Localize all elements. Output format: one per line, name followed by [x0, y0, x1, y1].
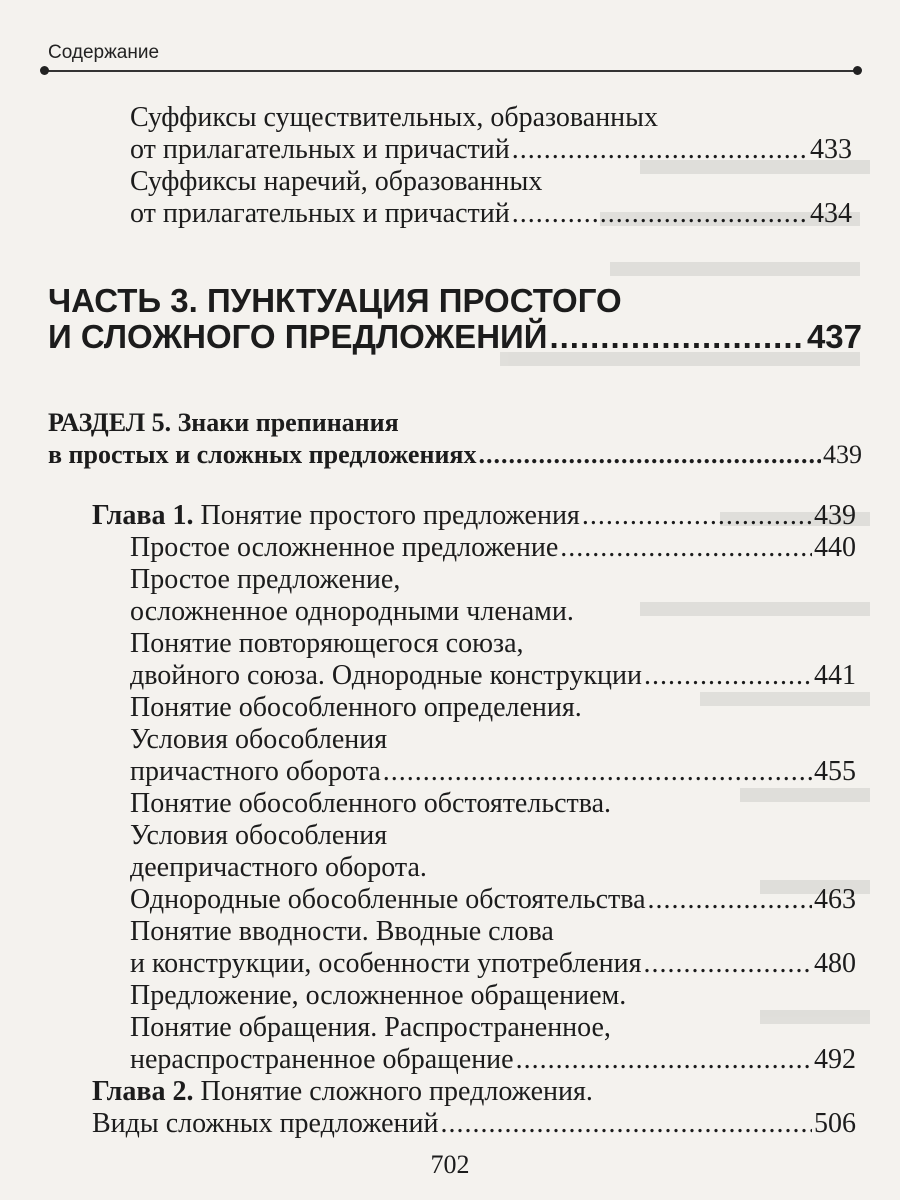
- toc-page-number: 480: [814, 948, 856, 979]
- leader-dots: [648, 884, 812, 916]
- toc-entry[interactable]: [130, 134, 852, 166]
- leader-dots: [516, 1044, 812, 1076]
- toc-entry[interactable]: [130, 532, 856, 564]
- leader-dots: [582, 500, 812, 532]
- toc-entry-text: Условия обособления: [130, 724, 388, 755]
- toc-entry-text: Понятие обособленного определения.: [130, 692, 582, 723]
- chapter-title: Понятие сложного предложения.: [200, 1076, 593, 1107]
- section-heading: РАЗДЕЛ 5. Знаки препинания: [48, 408, 399, 437]
- toc-entry[interactable]: [130, 756, 856, 788]
- toc-entry-text: Виды сложных предложений: [92, 1108, 439, 1139]
- section-heading-text: в простых и сложных предложениях: [48, 440, 477, 469]
- leader-dots: [644, 948, 812, 980]
- toc-page-number: 492: [814, 1044, 856, 1075]
- toc-page-number: 439: [814, 500, 856, 531]
- toc-entry[interactable]: [130, 1044, 856, 1076]
- toc-entry-text: от прилагательных и причастий: [130, 134, 510, 165]
- toc-entry-text: Понятие повторяющегося союза,: [130, 628, 524, 659]
- toc-entry[interactable]: [130, 948, 856, 980]
- leader-dots: [383, 756, 812, 788]
- toc-entry-text: Суффиксы наречий, образованных: [130, 166, 543, 197]
- toc-entry[interactable]: [130, 884, 856, 916]
- toc-entry-text: Понятие вводности. Вводные слова: [130, 916, 554, 947]
- rule-dot-left: [40, 66, 49, 75]
- leader-dots: [441, 1108, 813, 1140]
- part-heading-text: И СЛОЖНОГО ПРЕДЛОЖЕНИЙ: [48, 318, 548, 355]
- leader-dots: [644, 660, 812, 692]
- toc-entry-text: Условия обособления: [130, 820, 388, 851]
- toc-entry-text: Однородные обособленные обстоятельства: [130, 884, 646, 915]
- toc-page-number: 439: [823, 440, 862, 469]
- toc-entry-chapter[interactable]: [92, 1076, 593, 1108]
- toc-entry-text: и конструкции, особенности употребления: [130, 948, 642, 979]
- toc-page-number: 434: [810, 198, 852, 229]
- chapter-label: Глава 2.: [92, 1076, 194, 1107]
- toc-entry-text: от прилагательных и причастий: [130, 198, 510, 229]
- toc-entry-text: Суффиксы существительных, образованных: [130, 102, 658, 133]
- chapter-title: Понятие простого предложения: [200, 500, 580, 531]
- toc-entry-part[interactable]: [48, 318, 862, 356]
- leader-dots: [560, 532, 812, 564]
- toc-entry-chapter[interactable]: [92, 500, 856, 532]
- toc-page-number: 463: [814, 884, 856, 915]
- toc-entry[interactable]: [130, 198, 852, 230]
- toc-entry-text: деепричастного оборота.: [130, 852, 427, 883]
- toc-page-number: 433: [810, 134, 852, 165]
- rule-dot-right: [853, 66, 862, 75]
- running-header: Содержание: [48, 42, 160, 63]
- leader-dots: [479, 440, 822, 470]
- part-heading: ЧАСТЬ 3. ПУНКТУАЦИЯ ПРОСТОГО: [48, 282, 622, 319]
- toc-entry-text: двойного союза. Однородные конструкции: [130, 660, 642, 691]
- toc-entry-text: нераспространенное обращение: [130, 1044, 514, 1075]
- toc-page-number: 437: [806, 318, 862, 355]
- toc-entry-text: причастного оборота: [130, 756, 381, 787]
- toc-entry-text: осложненное однородными членами.: [130, 596, 574, 627]
- toc-entry-text: Простое осложненное предложение: [130, 532, 559, 563]
- toc-page-number: 455: [814, 756, 856, 787]
- leader-dots: [512, 198, 808, 230]
- leader-dots: [512, 134, 808, 166]
- header-rule: [44, 70, 858, 72]
- toc-entry-text: Понятие обособленного обстоятельства.: [130, 788, 612, 819]
- toc-entry-text: Предложение, осложненное обращением.: [130, 980, 627, 1011]
- toc-page-number: 441: [814, 660, 856, 691]
- toc-entry[interactable]: [92, 1108, 856, 1140]
- toc-entry-section[interactable]: [48, 440, 862, 470]
- chapter-label: Глава 1.: [92, 500, 194, 531]
- toc-entry-text: Простое предложение,: [130, 564, 401, 595]
- page-number: 702: [430, 1150, 470, 1179]
- toc-page-number: 440: [814, 532, 856, 563]
- toc-entry[interactable]: [130, 660, 856, 692]
- toc-page-number: 506: [814, 1108, 856, 1139]
- leader-dots: [549, 318, 804, 356]
- toc-entry-text: Понятие обращения. Распространенное,: [130, 1012, 611, 1043]
